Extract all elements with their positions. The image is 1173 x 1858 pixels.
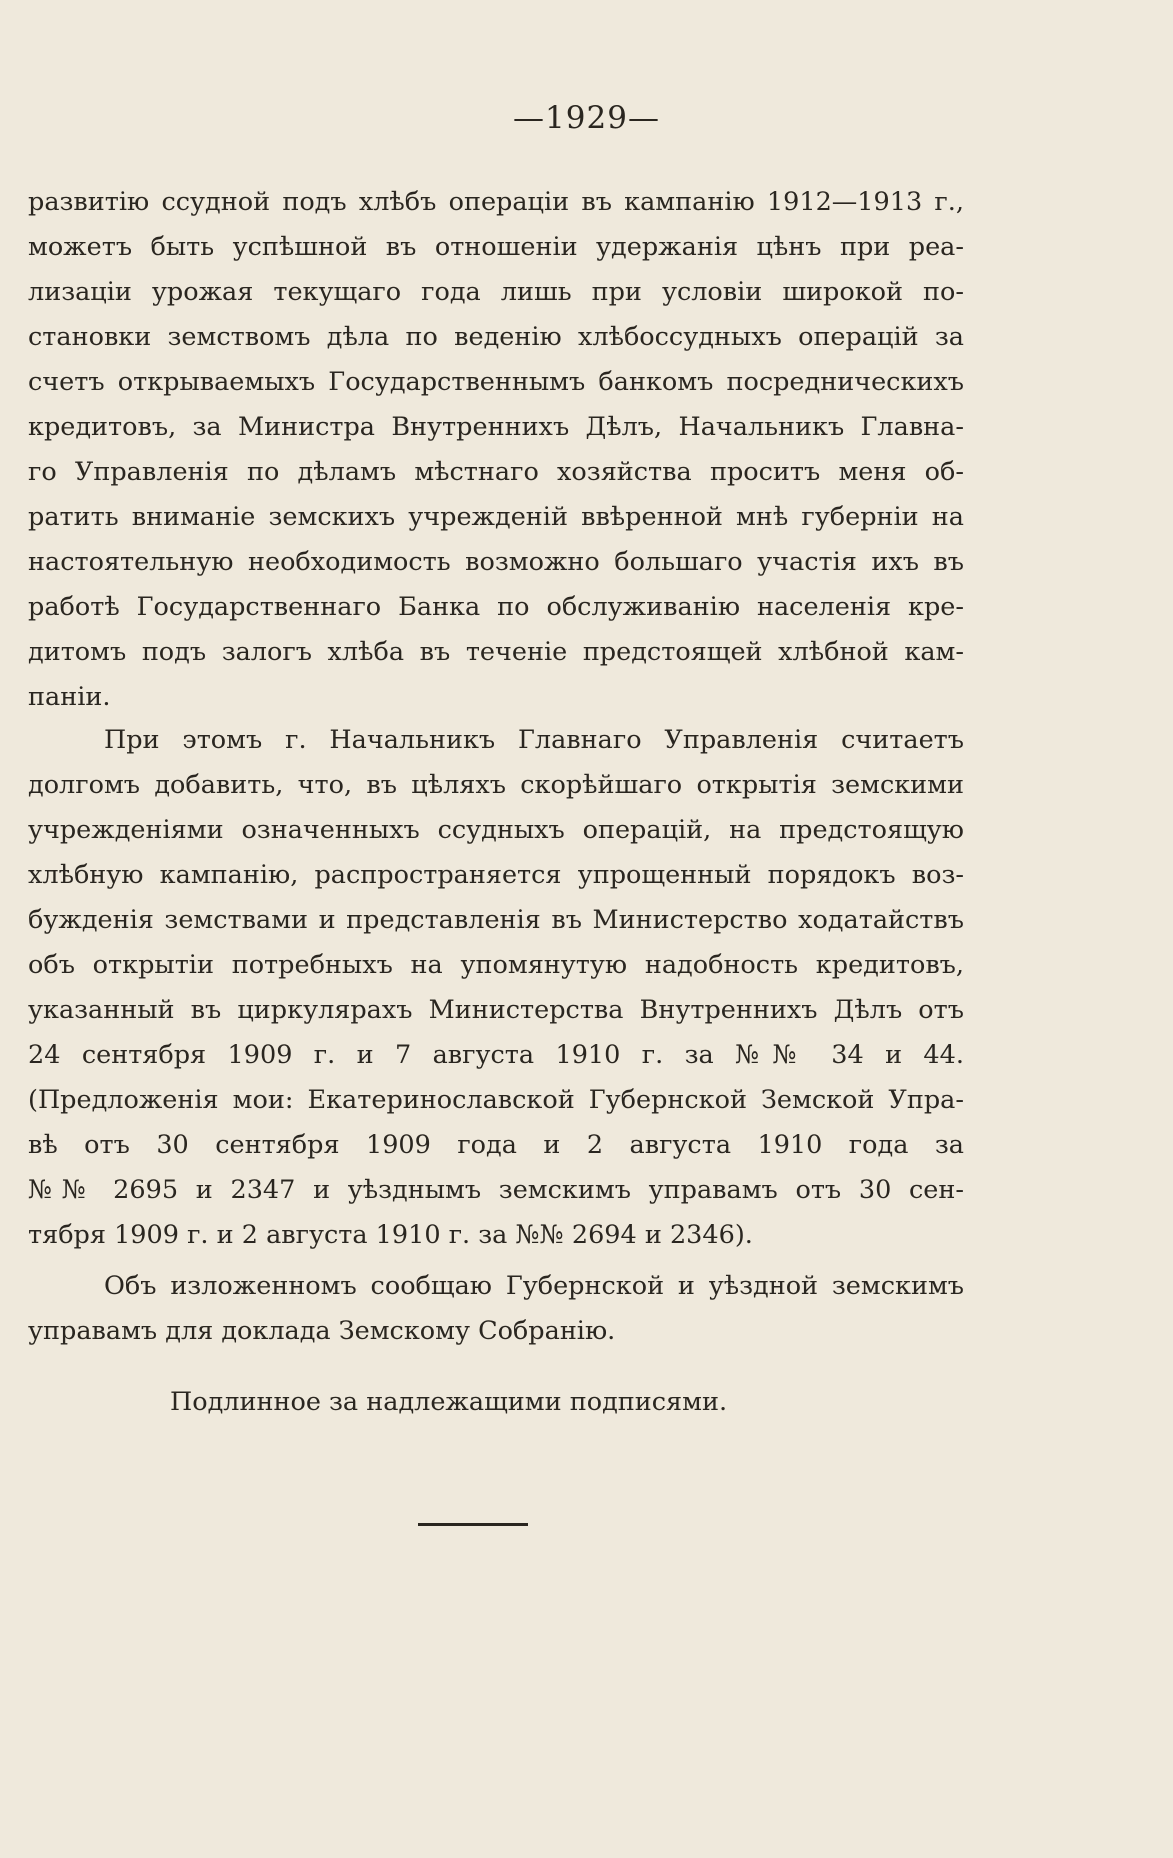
text-line: объ открытіи потребныхъ на упомянутую надобность кредитовъ,: [28, 950, 964, 980]
text-line: хлѣбную кампанію, распространяется упрощенный порядокъ воз-: [28, 860, 964, 890]
text-line: (Предложенія мои: Екатеринославской Губернской Земской Упра-: [28, 1085, 964, 1115]
text-line: учрежденіями означенныхъ ссудныхъ операцій, на предстоящую: [28, 815, 964, 845]
text-line: кредитовъ, за Министра Внутреннихъ Дѣлъ, Начальникъ Главна-: [28, 412, 964, 442]
text-line: указанный въ циркулярахъ Министерства Внутреннихъ Дѣлъ отъ: [28, 995, 964, 1025]
text-line: счетъ открываемыхъ Государственнымъ банкомъ посредническихъ: [28, 367, 964, 397]
text-line: становки земствомъ дѣла по веденію хлѣбоссудныхъ операцій за: [28, 322, 964, 352]
text-line: ратить вниманіе земскихъ учрежденій ввѣренной мнѣ губерніи на: [28, 502, 964, 532]
page-number: —1929—: [513, 100, 660, 136]
text-line: 24 сентября 1909 г. и 7 августа 1910 г. за №№ 34 и 44.: [28, 1040, 964, 1070]
text-line: Объ изложенномъ сообщаю Губернской и уѣздной земскимъ: [104, 1271, 964, 1301]
text-line: работѣ Государственнаго Банка по обслуживанію населенія кре-: [28, 592, 964, 622]
paragraph-3: [28, 1264, 964, 1354]
text-line: лизаціи урожая текущаго года лишь при условіи широкой по-: [28, 277, 964, 307]
text-line: настоятельную необходимость возможно большаго участія ихъ въ: [28, 547, 964, 577]
text-line: можетъ быть успѣшной въ отношеніи удержанія цѣнъ при реа-: [28, 232, 964, 262]
text-line: управамъ для доклада Земскому Собранію.: [28, 1316, 616, 1346]
text-line: долгомъ добавить, что, въ цѣляхъ скорѣйшаго открытія земскими: [28, 770, 964, 800]
closing-note: Подлинное за надлежащими подписями.: [170, 1387, 728, 1417]
text-line: тября 1909 г. и 2 августа 1910 г. за №№ 2694 и 2346).: [28, 1220, 753, 1250]
text-line: №№ 2695 и 2347 и уѣзднымъ земскимъ управамъ отъ 30 сен-: [28, 1175, 964, 1205]
paragraph-2: [28, 718, 964, 1258]
text-line: развитію ссудной подъ хлѣбъ операціи въ кампанію 1912—1913 г.,: [28, 187, 964, 217]
paragraph-1: [28, 180, 964, 720]
text-line: паніи.: [28, 682, 111, 712]
text-line: дитомъ подъ залогъ хлѣба въ теченіе предстоящей хлѣбной кам-: [28, 637, 964, 667]
text-line: го Управленія по дѣламъ мѣстнаго хозяйства проситъ меня об-: [28, 457, 964, 487]
text-line: вѣ отъ 30 сентября 1909 года и 2 августа 1910 года за: [28, 1130, 964, 1160]
divider-rule: [418, 1523, 528, 1526]
text-line: бужденія земствами и представленія въ Министерство ходатайствъ: [28, 905, 964, 935]
text-line: При этомъ г. Начальникъ Главнаго Управленія считаетъ: [104, 725, 964, 755]
